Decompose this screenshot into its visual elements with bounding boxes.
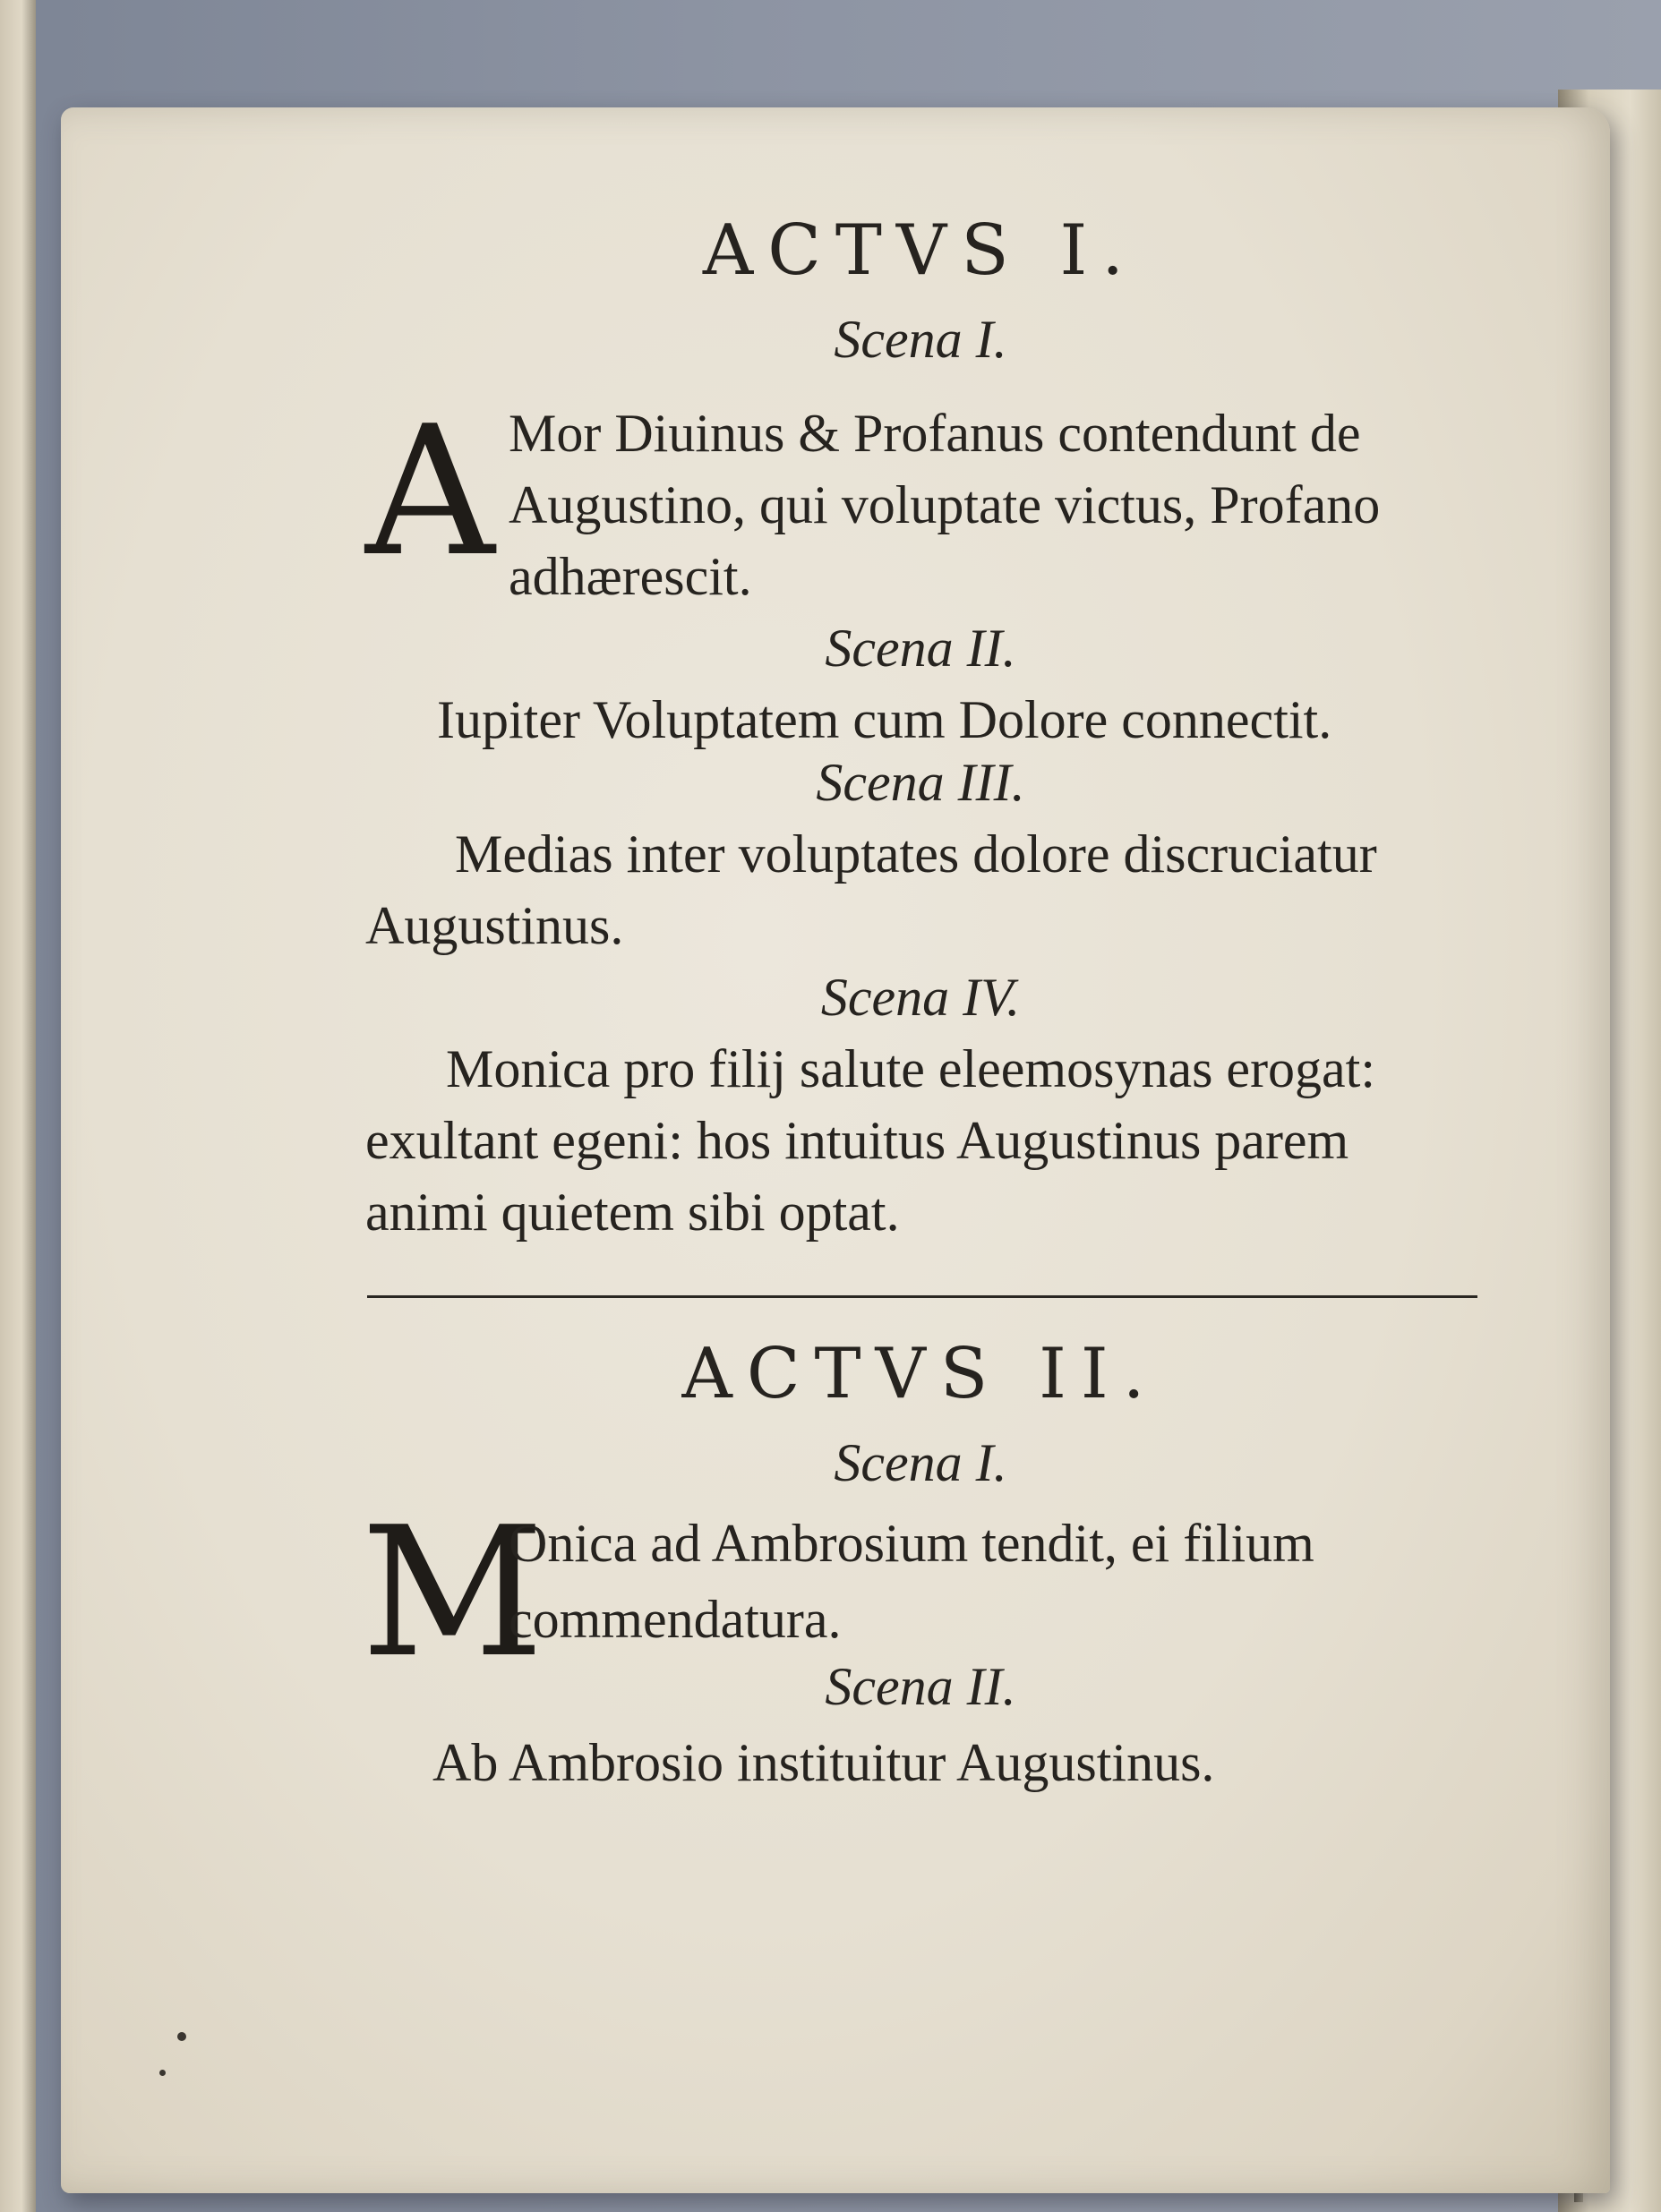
act-1-scene-1-title: Scena I. — [834, 310, 1007, 369]
previous-page-edge — [0, 0, 36, 2212]
act-1-scene-4-line-1: Monica pro filij salute eleemosynas erogat: — [446, 1039, 1376, 1098]
act-1-heading: ACTVS I. — [702, 210, 1139, 291]
section-divider-rule — [367, 1295, 1477, 1298]
act-1-scene-3-line-1: Medias inter voluptates dolore discruciatur — [455, 824, 1377, 884]
act-2-scene-1-title: Scena I. — [834, 1433, 1007, 1492]
ink-speck — [177, 2032, 186, 2041]
act-1-drop-cap: A — [365, 388, 495, 596]
act-1-scene-4-title: Scena IV. — [820, 968, 1021, 1027]
book-page — [61, 107, 1610, 2193]
act-1-scene-2-line-1: Iupiter Voluptatem cum Dolore connectit. — [437, 690, 1332, 749]
act-2-heading: ACTVS II. — [681, 1334, 1160, 1414]
act-2-drop-cap: M — [361, 1489, 544, 1697]
act-1-scene-1-line-2: Augustino, qui voluptate victus, Profano — [509, 475, 1381, 534]
act-1-scene-1-line-3: adhærescit. — [509, 547, 752, 606]
act-1-scene-3-title: Scena III. — [816, 753, 1025, 812]
act-2-scene-2-line-1: Ab Ambrosio instituitur Augustinus. — [432, 1733, 1215, 1792]
act-2-scene-1-line-2: commendatura. — [509, 1590, 842, 1649]
act-2-scene-2-title: Scena II. — [825, 1657, 1016, 1716]
act-1-scene-2-title: Scena II. — [825, 619, 1016, 678]
act-1-scene-4-line-3: animi quietem sibi optat. — [365, 1183, 900, 1242]
act-1-scene-3-line-2: Augustinus. — [365, 896, 624, 955]
act-1-scene-4-line-2: exultant egeni: hos intuitus Augustinus parem — [365, 1111, 1349, 1170]
ink-speck — [159, 2070, 166, 2076]
act-2-scene-1-line-1: Onica ad Ambrosium tendit, ei filium — [509, 1514, 1314, 1573]
act-1-scene-1-line-1: Mor Diuinus & Profanus contendunt de — [509, 404, 1361, 463]
